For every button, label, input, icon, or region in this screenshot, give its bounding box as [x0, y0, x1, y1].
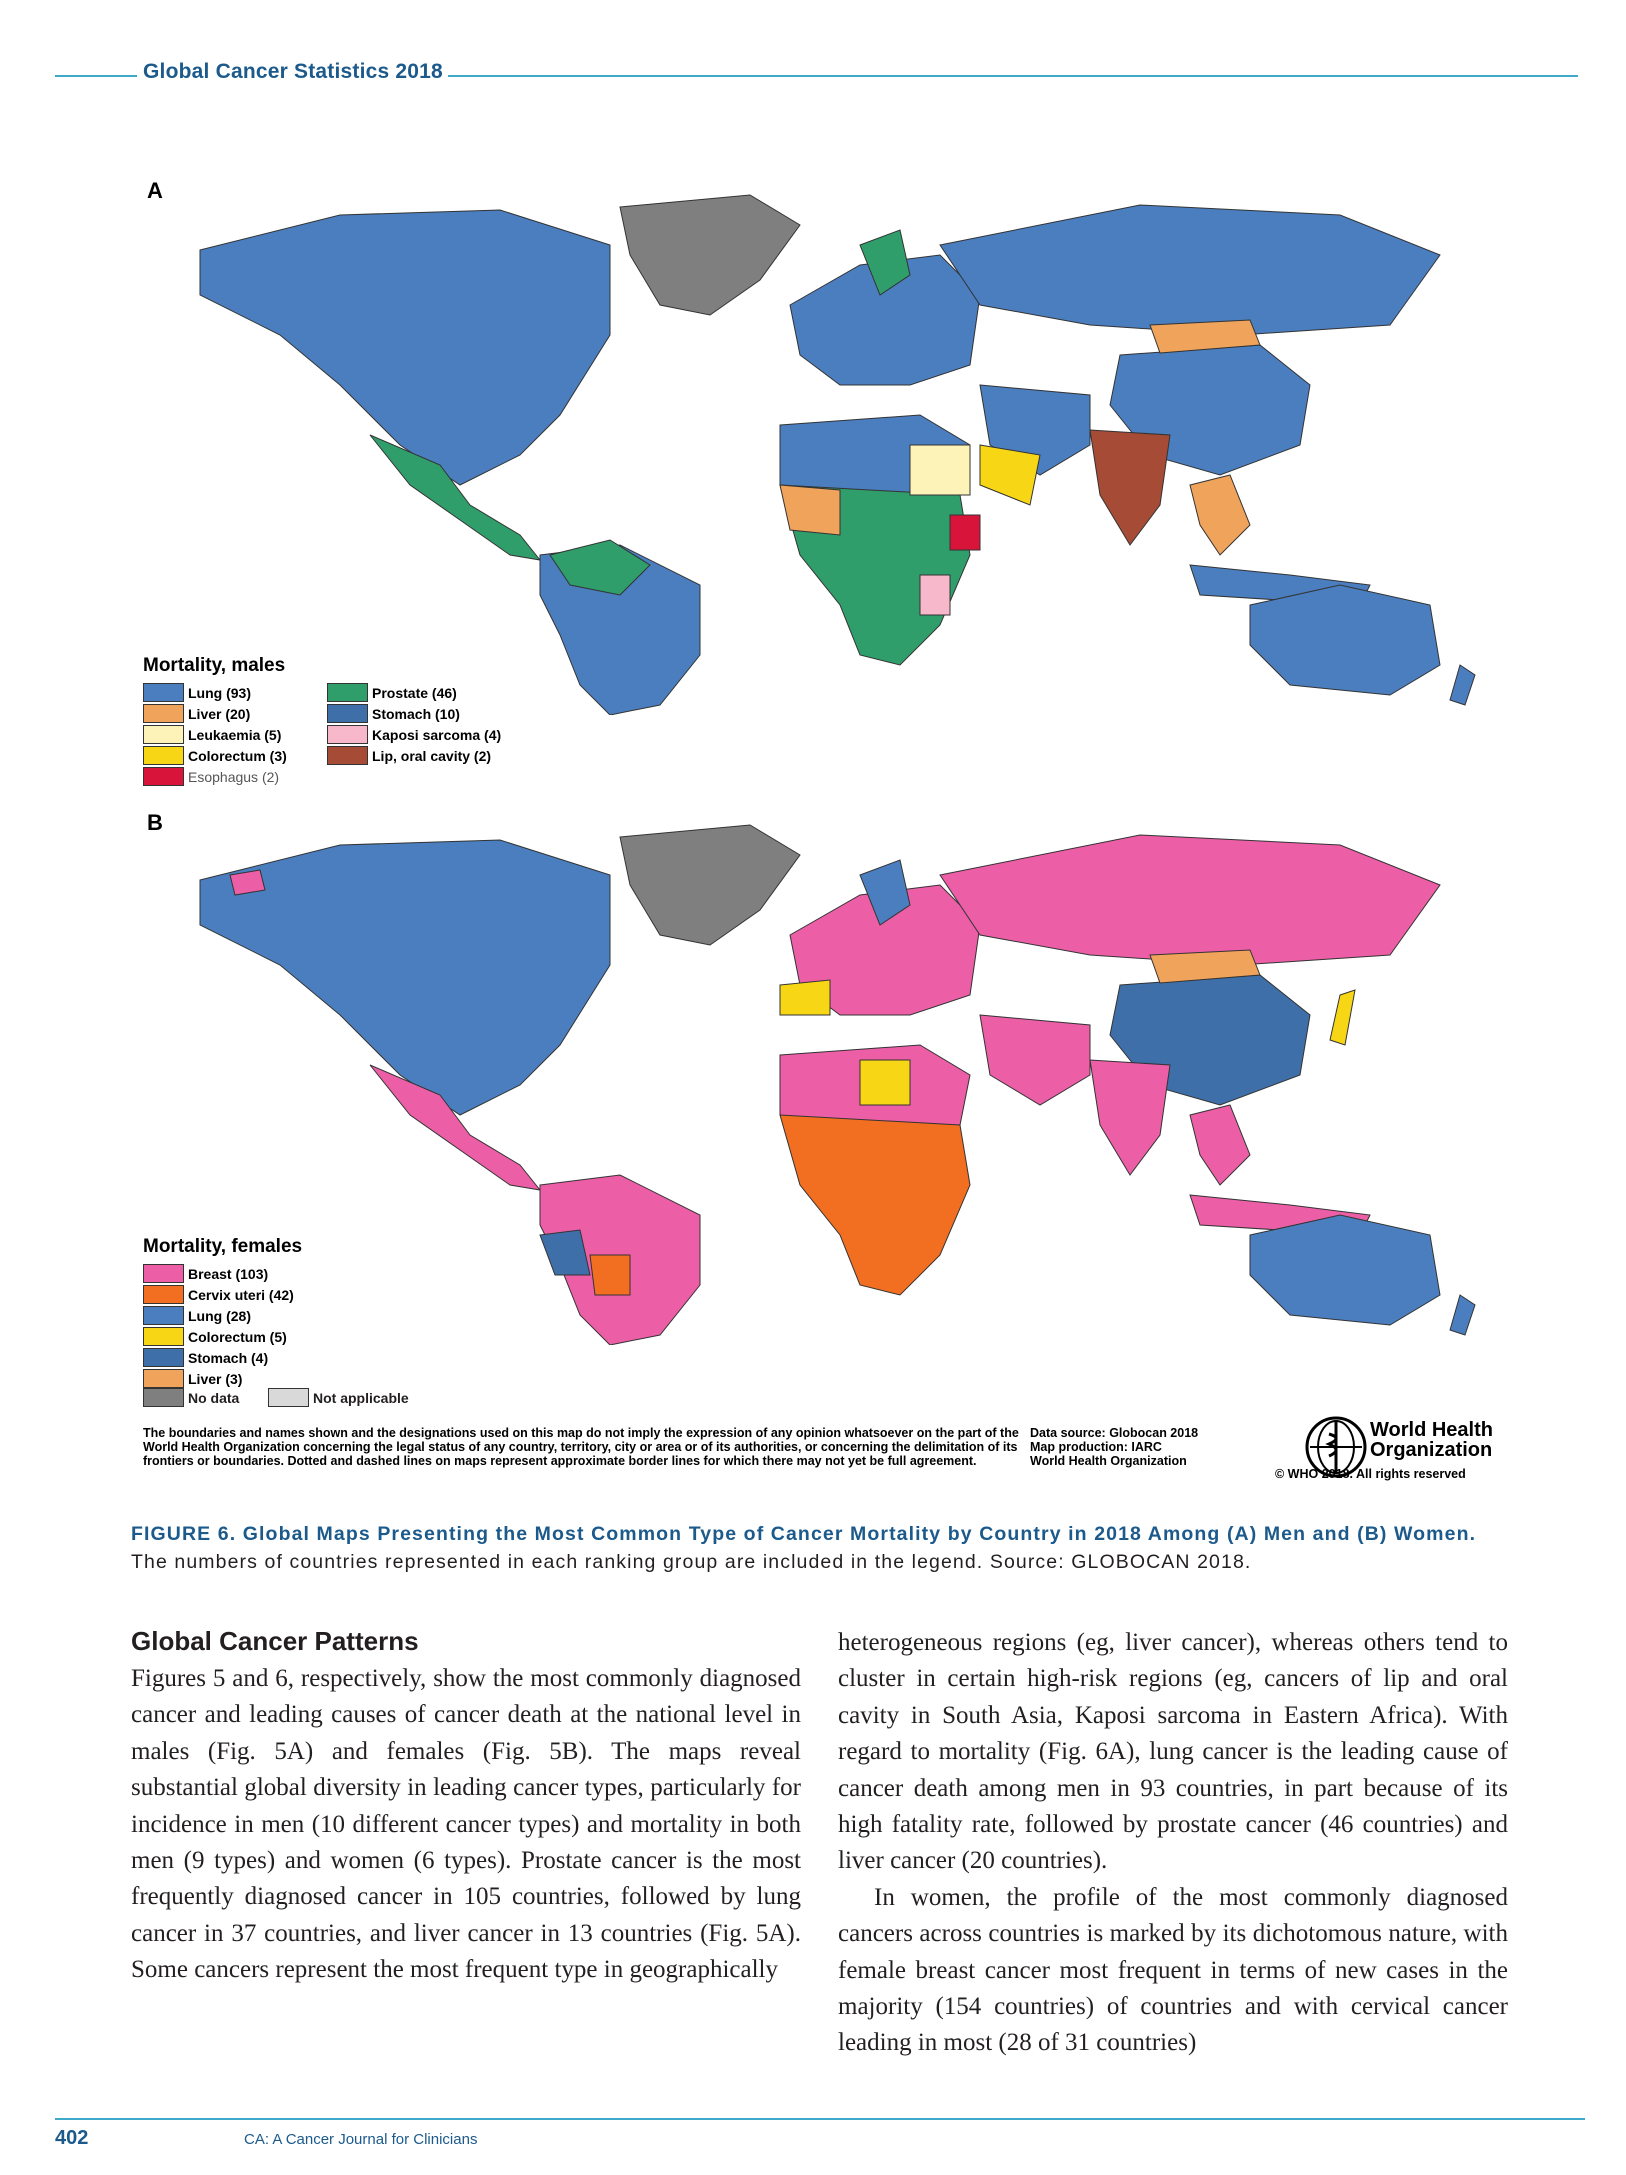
body-paragraph: heterogeneous regions (eg, liver cancer), whereas others tend to cluster in certain high-risk regions (eg, cancers of lip and oral cavity in South Asia, Kaposi sarcoma in Eastern Africa). With regard to mortality (Fig. 6A), lung cancer is the leading cause of cancer death among men in 93 countries, in part because of its high fatality rate, followed by prostate cancer (46 countries) and liver cancer (20 countries).: [838, 1629, 1508, 1875]
map-japan: [1330, 990, 1355, 1045]
running-title: Global Cancer Statistics 2018: [143, 60, 443, 83]
map-australia: [1250, 1215, 1440, 1325]
legend-males-col-1: [143, 682, 323, 787]
legend-females-col-1: [143, 1263, 302, 1389]
legend-title-females: Mortality, females: [143, 1236, 303, 1257]
legend-item: Liver (3): [143, 1368, 302, 1389]
map-russia: [940, 205, 1440, 335]
legend-swatch: [143, 767, 184, 786]
map-east-africa: [920, 575, 950, 615]
caption-text: The numbers of countries represented in each ranking group are included in the legend. Source: GLOBOCAN 2018.: [131, 1551, 1252, 1573]
legend-swatch: [143, 1388, 184, 1407]
legend-swatch: [327, 725, 368, 744]
legend-males-col-2: [327, 682, 527, 787]
map-new-zealand: [1450, 665, 1475, 705]
legend-swatch: [143, 1369, 184, 1388]
map-southeast-asia: [1190, 1105, 1250, 1185]
page-number: 402: [55, 2127, 89, 2149]
body-paragraph: In women, the profile of the most commonly diagnosed cancers across countries is marked by its dichotomous nature, with female breast cancer most frequent in terms of new cases in the majority (154 countries) of countries and with cervical cancer leading in most (28 of 31 countries): [838, 1883, 1508, 2057]
legend-swatch: [327, 704, 368, 723]
caption-title: FIGURE 6. Global Maps Presenting the Most Common Type of Cancer Mortality by Country in 2018 Among (A) Men and (B) Women.: [131, 1523, 1477, 1545]
journal-name: CA: A Cancer Journal for Clinicians: [244, 2131, 478, 2148]
legend-item: Prostate (46): [327, 682, 527, 703]
map-libya: [860, 1060, 910, 1105]
map-north-america: [200, 210, 610, 485]
legend-item: Lung (93): [143, 682, 323, 703]
map-kenya: [950, 515, 980, 550]
legend-item: Stomach (4): [143, 1347, 302, 1368]
map-saudi: [980, 445, 1040, 505]
legend-swatch: [268, 1388, 309, 1407]
not-applicable-label: Not applicable: [313, 1389, 409, 1406]
map-middle-east: [980, 1015, 1090, 1105]
map-sudan: [910, 445, 970, 495]
legend-swatch: [143, 704, 184, 723]
legend-item: Kaposi sarcoma (4): [327, 724, 527, 745]
legend-title-males: Mortality, males: [143, 655, 286, 676]
map-africa: [780, 1115, 970, 1295]
section-heading: Global Cancer Patterns: [131, 1626, 419, 1656]
legend-item: Lung (28): [143, 1305, 302, 1326]
panel-b-label: B: [147, 810, 163, 835]
legend-item: Stomach (10): [327, 703, 527, 724]
map-india: [1090, 1060, 1170, 1175]
map-west-africa: [780, 485, 840, 535]
legend-swatch: [143, 725, 184, 744]
map-russia: [940, 835, 1440, 965]
map-india: [1090, 430, 1170, 545]
legend-swatch: [327, 746, 368, 765]
legend-item: Colorectum (5): [143, 1326, 302, 1347]
legend-item: Cervix uteri (42): [143, 1284, 302, 1305]
world-map-females: [140, 815, 1500, 1345]
map-disclaimer: The boundaries and names shown and the designations used on this map do not imply the expression of any opinion whatsoever on the part of the World Health Organization concerning the legal status of any country, territory, city or area or of its authorities, or concerning the delimitation of its frontiers or boundaries. Dotted and dashed lines on maps represent approximate border lines for which there may not yet be full agreement.: [143, 1426, 1019, 1468]
map-spain: [780, 980, 830, 1015]
world-map-males: [140, 185, 1500, 715]
figure-caption: [131, 1520, 1511, 1576]
map-southeast-asia: [1190, 475, 1250, 555]
legend-females: [143, 1236, 302, 1389]
legend-item: Colorectum (3): [143, 745, 323, 766]
map-alaska-tip: [230, 870, 265, 895]
who-name: World Health Organization: [1370, 1419, 1493, 1461]
legend-item: Breast (103): [143, 1263, 302, 1284]
header-rule-left: [55, 75, 137, 77]
body-column-right: [838, 1625, 1508, 2062]
legend-swatch: [143, 1327, 184, 1346]
body-column-left: [131, 1625, 801, 1989]
legend-swatch: [143, 746, 184, 765]
legend-item: Leukaemia (5): [143, 724, 323, 745]
legend-no-data-row: [143, 1388, 409, 1407]
data-source: Data source: Globocan 2018 Map production: IARC World Health Organization: [1030, 1426, 1199, 1468]
body-paragraph: Figures 5 and 6, respectively, show the most commonly diagnosed cancer and leading causes of cancer death at the national level in males (Fig. 5A) and females (Fig. 5B). The maps reveal substantial global diversity in leading cancer types, particularly for incidence in men (10 different cancer types) and mortality in both men (9 types) and women (6 types). Prostate cancer is the most frequently diagnosed cancer in 105 countries, followed by lung cancer in 37 countries, and liver cancer in 13 countries (Fig. 5A). Some cancers represent the most frequent type in geographically: [131, 1665, 801, 1984]
footer-rule: [55, 2118, 1585, 2120]
legend-item: Esophagus (2): [143, 766, 323, 787]
legend-swatch: [143, 683, 184, 702]
header-rule-right: [448, 75, 1578, 77]
legend-swatch: [143, 1264, 184, 1283]
who-copyright: © WHO 2018. All rights reserved: [1275, 1467, 1466, 1481]
legend-item: Liver (20): [143, 703, 323, 724]
panel-a-label: A: [147, 178, 163, 203]
legend-swatch: [327, 683, 368, 702]
map-greenland: [620, 195, 800, 315]
legend-males: [143, 655, 527, 787]
map-greenland: [620, 825, 800, 945]
map-australia: [1250, 585, 1440, 695]
legend-swatch: [143, 1306, 184, 1325]
map-new-zealand: [1450, 1295, 1475, 1335]
legend-item: Lip, oral cavity (2): [327, 745, 527, 766]
map-bolivia: [590, 1255, 630, 1295]
no-data-label: No data: [188, 1389, 240, 1406]
legend-swatch: [143, 1348, 184, 1367]
legend-swatch: [143, 1285, 184, 1304]
